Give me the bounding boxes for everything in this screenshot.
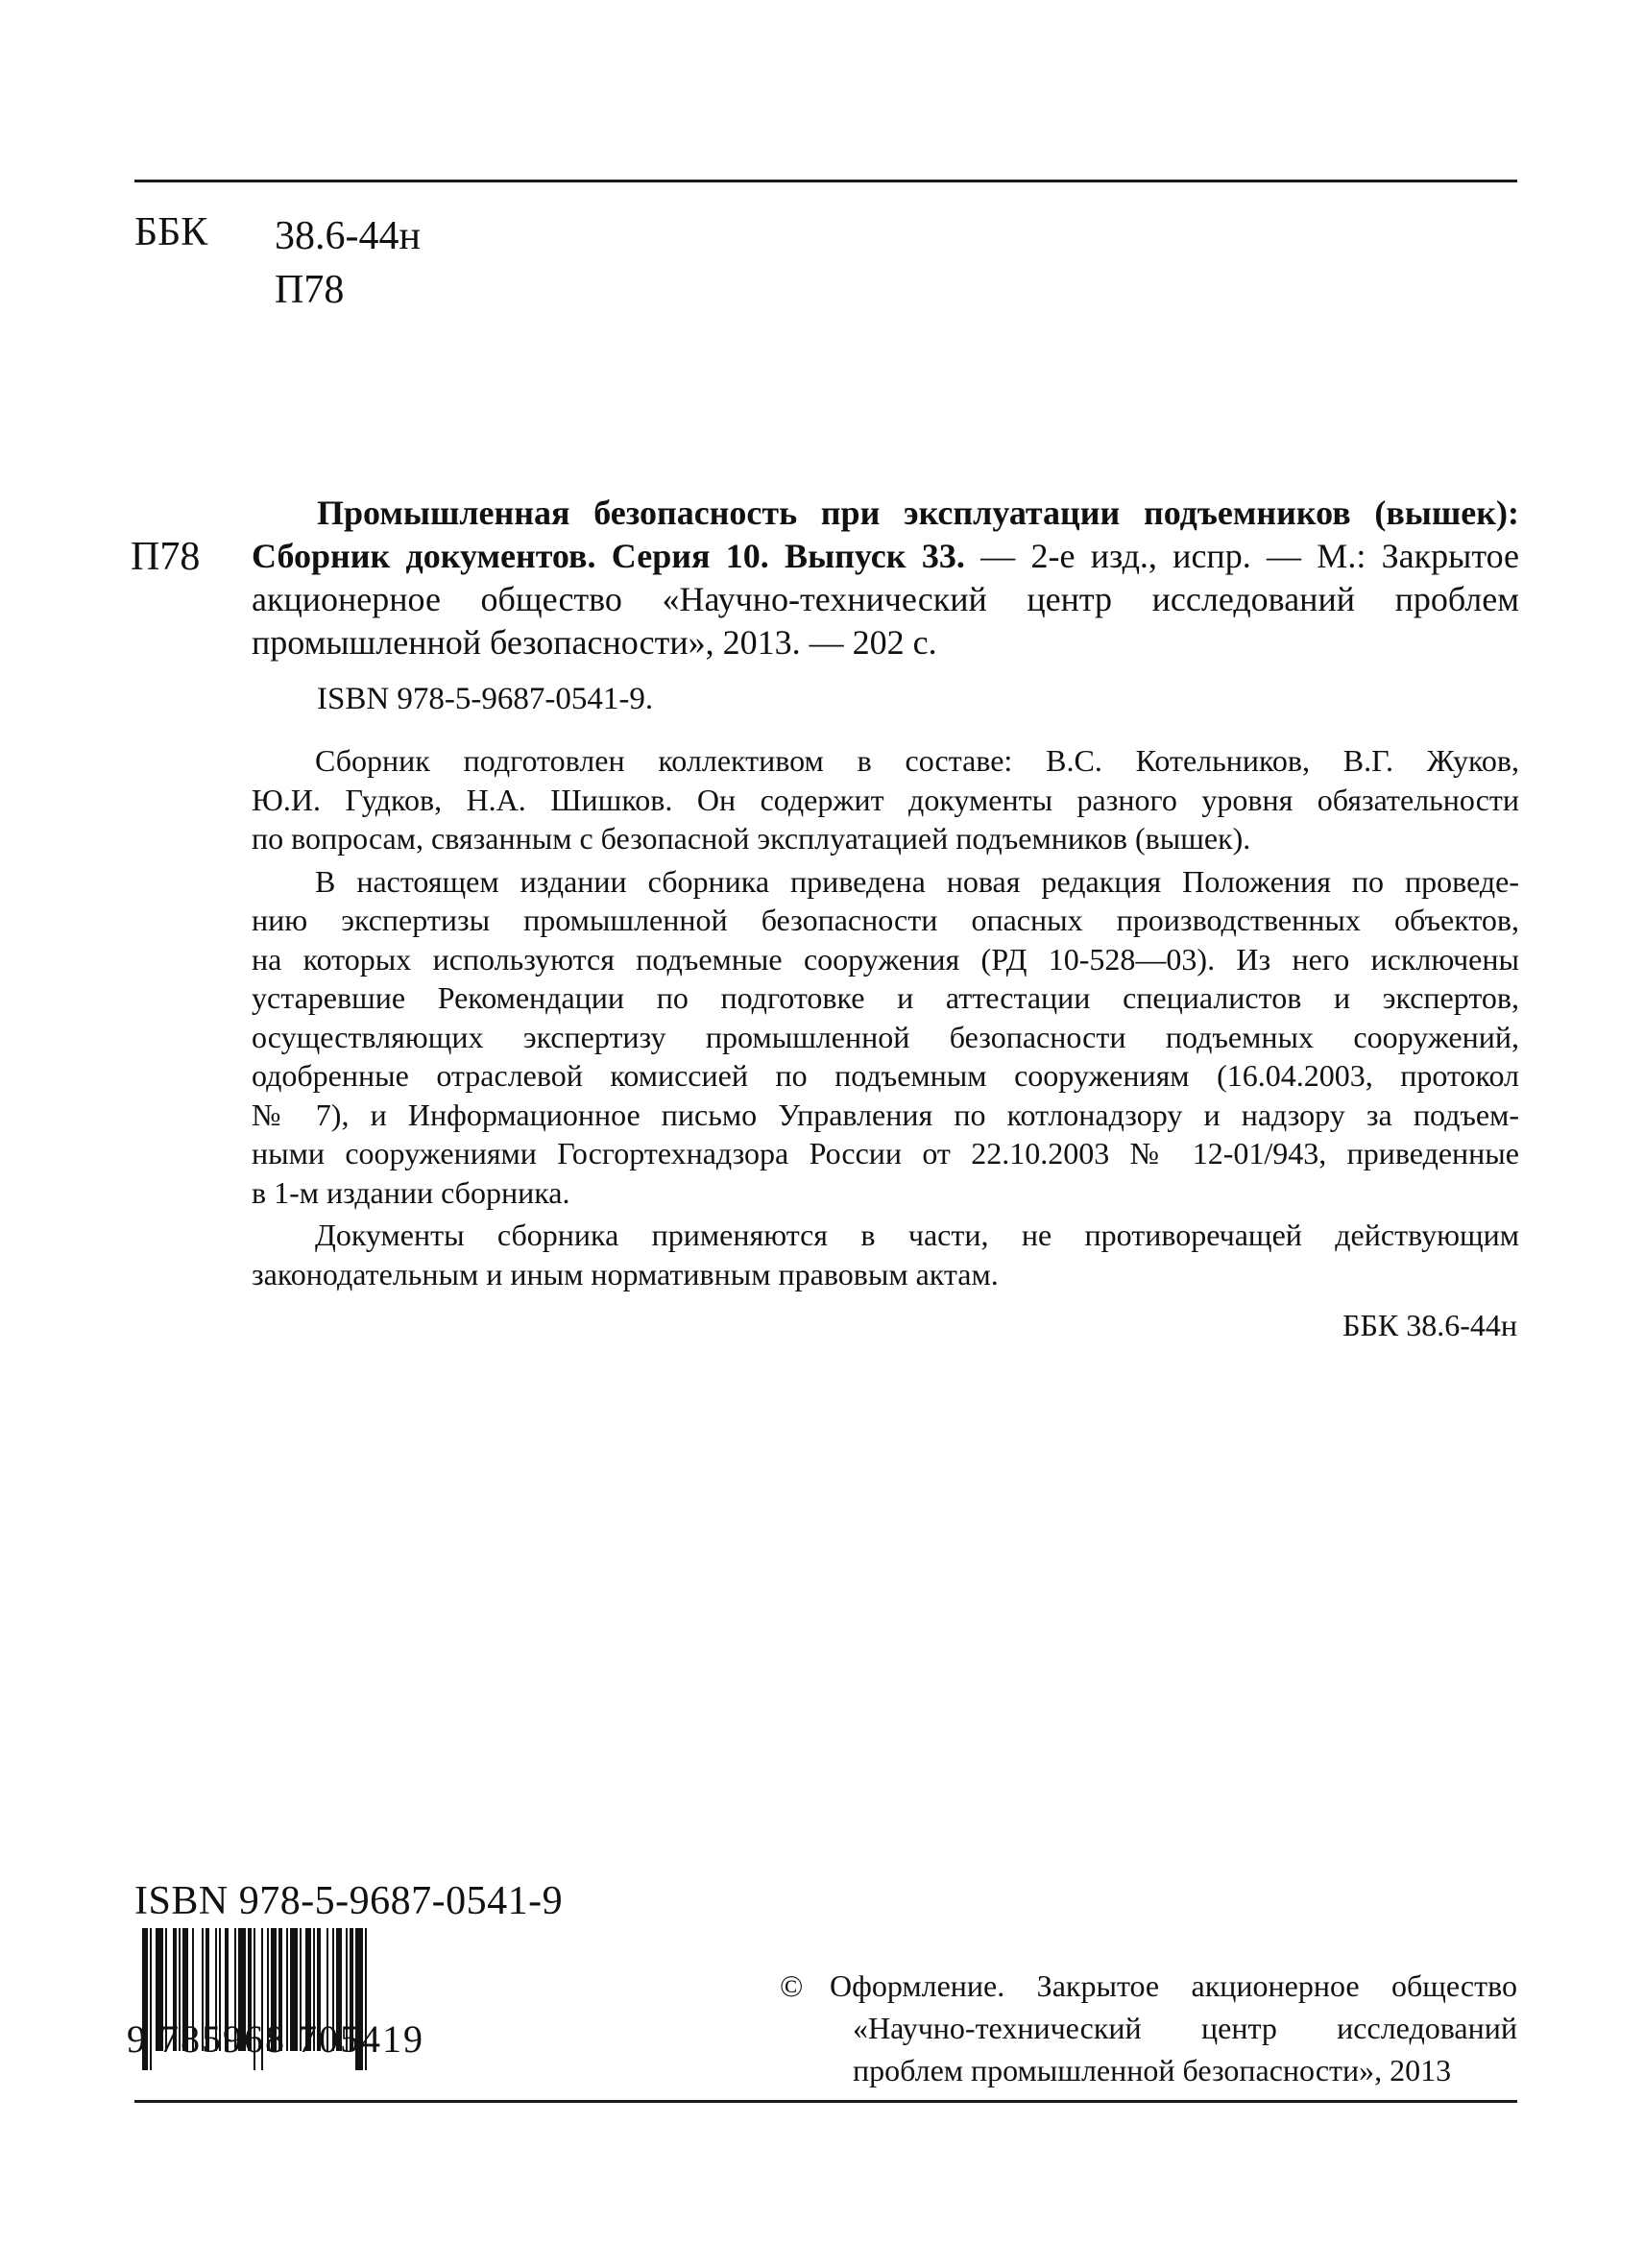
abstract-line: законодательным и иным нормативным правовым актам. xyxy=(252,1256,999,1291)
author-mark-code: П78 xyxy=(275,268,345,312)
bbk-label: ББК xyxy=(134,210,208,254)
copyright-line-3: проблем промышленной безопасности», 2013 xyxy=(853,2053,1452,2087)
abstract-line: Сборник подготовлен коллективом в составе: В.С. Котельников, В.Г. Жуков, xyxy=(315,743,1519,778)
barcode-digits: 9 785968 705419 xyxy=(127,2017,424,2061)
abstract-paragraph-2 xyxy=(252,862,1519,1213)
entry-description xyxy=(252,535,1519,664)
isbn-line: ISBN 978-5-9687-0541-9. xyxy=(317,682,654,716)
abstract-line: нию экспертизы промышленной безопасности опасных производственных объектов, xyxy=(252,903,1519,937)
abstract-line: ными сооружениями Госгортехнадзора России от 22.10.2003 № 12-01/943, приведенные xyxy=(252,1136,1519,1170)
copyright-text-1: Оформление. Закрытое акционерное общество xyxy=(830,1968,1517,2003)
abstract-line: осуществляющих экспертизу промышленной безопасности подъемных сооружений, xyxy=(252,1019,1519,1054)
bbk-code: 38.6-44н xyxy=(275,214,421,258)
entry-author-mark: П78 xyxy=(131,535,201,579)
entry-line-3: акционерное общество «Научно-технический центр исследований проблем xyxy=(252,580,1519,618)
abstract-paragraph-1 xyxy=(252,741,1519,858)
abstract-line: в 1-м издании сборника. xyxy=(252,1174,570,1210)
abstract-line: № 7), и Информационное письмо Управления по котлонадзору и надзору за подъем- xyxy=(252,1097,1519,1132)
bbk-bottom: ББК 38.6-44н xyxy=(1342,1308,1517,1342)
barcode-isbn-text: ISBN 978-5-9687-0541-9 xyxy=(134,1879,564,1923)
bbk-codes xyxy=(275,209,421,317)
entry-line-4: промышленной безопасности», 2013. — 202 с. xyxy=(252,623,937,662)
top-rule xyxy=(134,180,1517,182)
abstract xyxy=(252,741,1519,1293)
abstract-line: Ю.И. Гудков, Н.А. Шишков. Он содержит документы разного уровня обязательности xyxy=(252,782,1519,817)
abstract-line: устаревшие Рекомендации по подготовке и аттестации специалистов и экспертов, xyxy=(252,980,1519,1015)
entry-line-2 xyxy=(252,535,1519,578)
copyright-line-1 xyxy=(780,1965,1517,2007)
bibliographic-entry xyxy=(252,492,1519,664)
copyright-notice xyxy=(780,1965,1517,2091)
copyright-line-2: «Научно-технический центр исследований xyxy=(853,2011,1517,2045)
bottom-rule xyxy=(134,2100,1517,2103)
copyright-icon: © xyxy=(780,1968,804,2003)
abstract-paragraph-3 xyxy=(252,1216,1519,1293)
abstract-line: по вопросам, связанным с безопасной эксплуатацией подъемников (вышек). xyxy=(252,821,1251,856)
entry-edition: — 2-е изд., испр. — М.: Закрытое xyxy=(964,537,1519,575)
abstract-line: на которых используются подъемные сооружения (РД 10-528—03). Из него исключены xyxy=(252,941,1519,977)
entry-title: Промышленная безопасность при эксплуатации подъемников (вышек): xyxy=(317,494,1519,532)
entry-subtitle: Сборник документов. Серия 10. Выпуск 33. xyxy=(252,537,965,575)
abstract-line: одобренные отраслевой комиссией по подъемным сооружениям (16.04.2003, протокол xyxy=(252,1058,1519,1093)
abstract-line: В настоящем издании сборника приведена новая редакция Положения по проведе- xyxy=(315,863,1519,899)
abstract-line: Документы сборника применяются в части, не противоречащей действующим xyxy=(315,1218,1519,1252)
